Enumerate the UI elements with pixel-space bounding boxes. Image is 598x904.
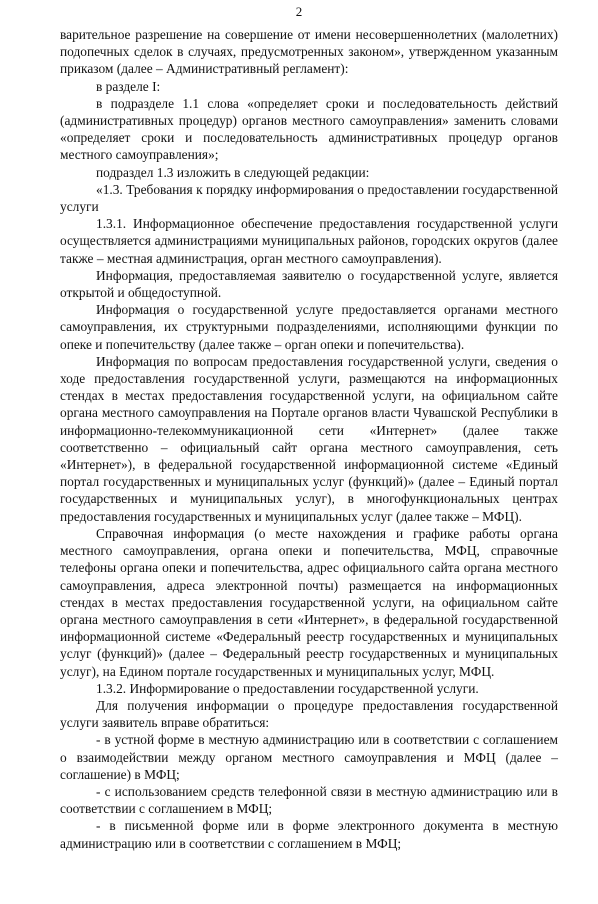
- paragraph-info-placement: Информация по вопросам предоставления государственной услуги, сведения о ходе предоставления государственной услуги, размещаются на информационных стендах в местах предоставления государственной услуги, на официальном сайте органа местного самоуправления на Портале органов власти Чувашской Республики в информационно-телекоммуникационной сети «Интернет» (далее также соответственно – официальный сайт органа местного самоуправления, сеть «Интернет»), в федеральной государственной информационной системе «Единый портал государственных и муниципальных услуг (функций)» (далее – Единый портал государственных и муниципальных услуг), в многофункциональных центрах предоставления государственных и муниципальных услуг (далее также – МФЦ).: [60, 353, 558, 524]
- page-number: 2: [295, 4, 303, 19]
- paragraph-section-ref: в разделе I:: [96, 78, 161, 94]
- list-item-written: - в письменной форме или в форме электронного документа в местную администрацию или в соответствии с соглашением в МФЦ;: [60, 818, 558, 851]
- document-body: [60, 26, 558, 852]
- list-item-oral: - в устной форме в местную администрацию или в соответствии с соглашением о взаимодействии между органом местного самоуправления и МФЦ (далее – соглашение) в МФЦ;: [60, 732, 558, 782]
- paragraph-1-3-1: 1.3.1. Информационное обеспечение предоставления государственной услуги осуществляется администрациями муниципальных районов, городских округов (далее также – местная администрация, орган местного самоуправления).: [60, 216, 558, 266]
- paragraph-reference-info: Справочная информация (о месте нахождения и графике работы органа местного самоуправления, органа опеки и попечительства, МФЦ, справочные телефоны органа опеки и попечительства, адрес официального сайта органа местного самоуправления, адреса электронной почты) размещается на информационных стендах в местах предоставления государственной услуги, на официальном сайте органа местного самоуправления в сети «Интернет», в федеральной государственной информационной системе «Федеральный реестр государственных и муниципальных услуг (функций)» (далее – Федеральный реестр государственных и муниципальных услуг), на Едином портале государственных и муниципальных услуг, МФЦ.: [60, 525, 558, 679]
- list-item-phone: - с использованием средств телефонной связи в местную администрацию или в соответствии с соглашением в МФЦ;: [60, 783, 558, 817]
- paragraph-subsection-1-3-intro: подраздел 1.3 изложить в следующей редакции:: [96, 164, 370, 180]
- paragraph-info-open: Информация, предоставляемая заявителю о государственной услуге, является открытой и общедоступной.: [60, 267, 558, 301]
- paragraph-subsection-1-1: в подразделе 1.1 слова «определяет сроки и последовательность действий (административных процедур) органов местного самоуправления» заменить словами «определяет сроки и последовательность административных процедур органов местного самоуправления»;: [60, 95, 558, 163]
- paragraph-continuation: варительное разрешение на совершение от имени несовершеннолетних (малолетних) подопечных сделок в случаях, предусмотренных законом», утвержденном указанным приказом (далее – Административный регламент):: [60, 27, 558, 77]
- paragraph-info-provided: Информация о государственной услуге предоставляется органами местного самоуправления, их структурными подразделениями, исполняющими функции по опеке и попечительству (далее также – орган опеки и попечительства).: [60, 302, 558, 352]
- paragraph-1-3-2: 1.3.2. Информирование о предоставлении государственной услуги.: [96, 680, 479, 696]
- paragraph-contact-intro: Для получения информации о процедуре предоставления государственной услуги заявитель вправе обратиться:: [60, 697, 558, 731]
- paragraph-heading-1-3: «1.3. Требования к порядку информирования о предоставлении государственной услуги: [60, 181, 558, 215]
